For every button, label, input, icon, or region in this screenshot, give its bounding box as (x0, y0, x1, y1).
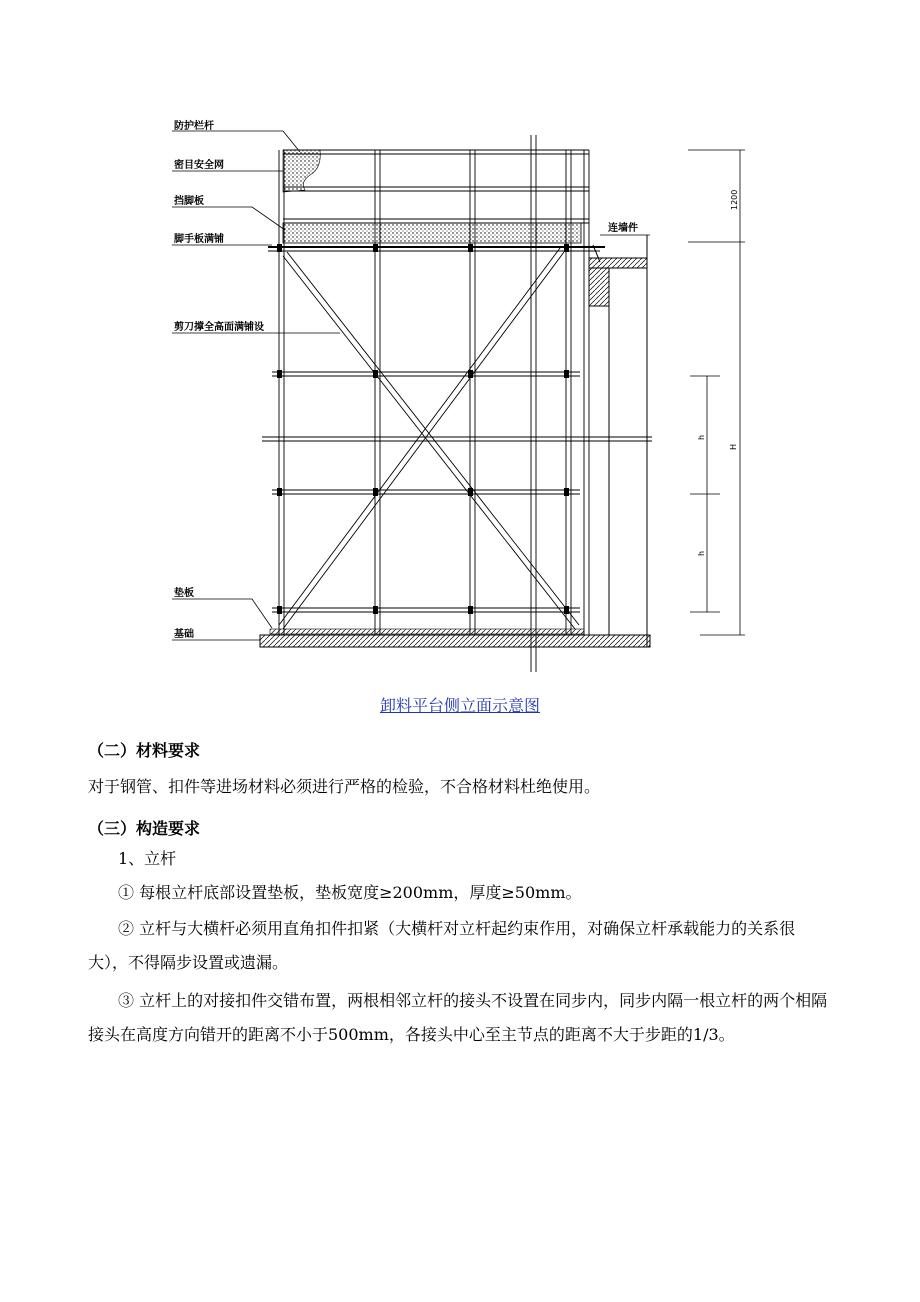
pad-board (270, 629, 584, 634)
dimension-lines (688, 150, 745, 635)
standards (279, 135, 589, 672)
label-guardrail: 防护栏杆 (174, 121, 214, 132)
leader-lines (172, 131, 650, 640)
cross-bracing (279, 248, 579, 629)
dim-step1: h (697, 434, 706, 440)
section2-text: 对于钢管、扣件等进场材料必须进行严格的检验，不合格材料杜绝使用。 (88, 777, 601, 796)
item-3: ③ 立杆上的对接扣件交错布置，两根相邻立杆的接头不设置在同步内，同步内隔一根立杆的两个相隔接头在高度方向错开的距离不小于500mm，各接头中心至主节点的距离不大于步距的1/3。 (88, 991, 828, 1044)
label-wall-tie: 连墙件 (608, 223, 638, 234)
dim-top: 1200 (730, 189, 739, 210)
label-safety-net: 密目安全网 (174, 160, 224, 171)
item-1: ① 每根立杆底部设置垫板，垫板宽度≥200mm，厚度≥50mm。 (118, 883, 582, 902)
label-cross-bracing: 剪刀撑全高面满铺设 (174, 322, 264, 333)
section2-heading: （二）材料要求 (88, 741, 201, 760)
subsection-standards: 1、立杆 (118, 849, 177, 868)
foundation-slab (260, 635, 650, 647)
safety-net (283, 150, 320, 192)
label-foundation: 基础 (174, 629, 194, 640)
label-scaffold-board: 脚手板满铺 (174, 234, 224, 245)
item-2: ② 立杆与大横杆必须用直角扣件扣紧（大横杆对立杆起约束作用，对确保立杆承载能力的关系很大），不得隔步设置或遗漏。 (88, 919, 796, 972)
figure-caption[interactable]: 卸料平台侧立面示意图 (379, 696, 540, 715)
label-pad-board: 垫板 (174, 588, 194, 599)
ledgers (262, 150, 652, 612)
clamps (277, 244, 569, 614)
dim-total: H (729, 443, 738, 450)
section3-heading: （三）构造要求 (88, 819, 201, 838)
dim-step2: h (697, 550, 706, 556)
label-toe-board: 挡脚板 (174, 196, 204, 207)
